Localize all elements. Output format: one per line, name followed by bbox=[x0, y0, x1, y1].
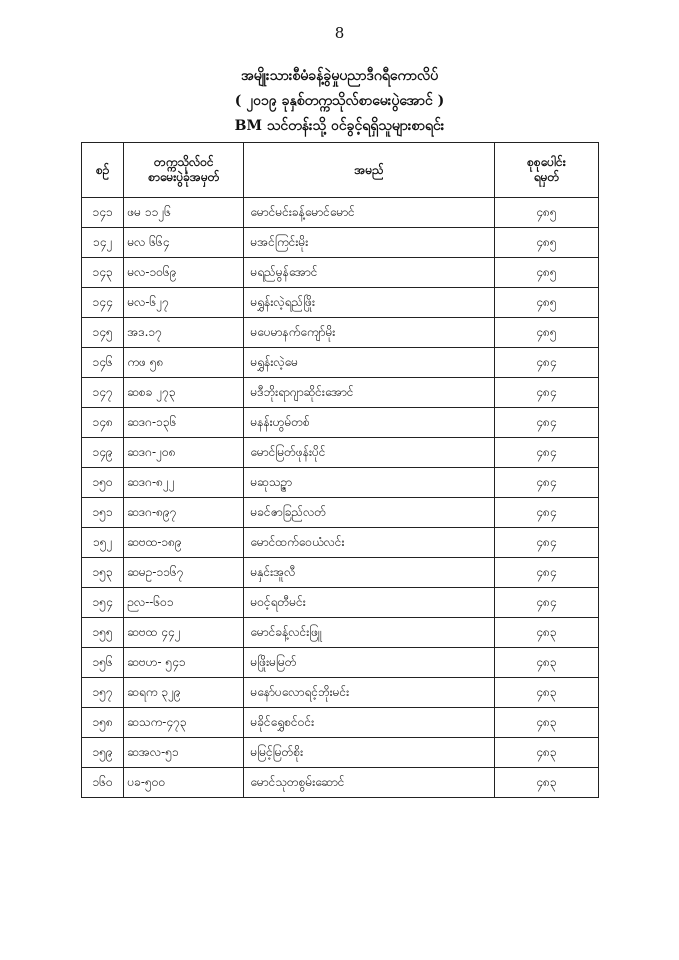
cell-marks: ၄၈၃ bbox=[494, 768, 598, 798]
cell-no: ၁၅၅ bbox=[82, 618, 124, 648]
table-row bbox=[82, 708, 599, 738]
cell-name: မခိုင်ရွှေစင်ဝင်း bbox=[244, 708, 494, 738]
cell-no: ၁၄၃ bbox=[82, 258, 124, 288]
cell-roll: ပခ-၅၀၀ bbox=[124, 768, 244, 798]
table-row bbox=[82, 678, 599, 708]
cell-roll: မလ ၆၆၄ bbox=[124, 228, 244, 258]
cell-marks: ၄၈၄ bbox=[494, 408, 598, 438]
table-header-row bbox=[82, 143, 599, 198]
cell-no: ၁၄၉ bbox=[82, 438, 124, 468]
header-marks-line1: စုစုပေါင်း bbox=[527, 155, 566, 169]
cell-roll: ဆဗထ-၁၈၉ bbox=[124, 528, 244, 558]
header-name: အမည် bbox=[244, 143, 494, 198]
cell-marks: ၄၈၄ bbox=[494, 588, 598, 618]
table-row bbox=[82, 768, 599, 798]
table-row bbox=[82, 378, 599, 408]
cell-roll: ဖမ ၁၁၂၆ bbox=[124, 198, 244, 228]
table-row bbox=[82, 258, 599, 288]
cell-name: မဒီဘိုးရာဂျာဆိုင်းအောင် bbox=[244, 378, 494, 408]
cell-name: မောင်မင်းခန့်မောင်မောင် bbox=[244, 198, 494, 228]
cell-no: ၁၆၀ bbox=[82, 768, 124, 798]
header-roll-line2: စာမေးပွဲခုံအမှတ် bbox=[148, 170, 220, 184]
cell-marks: ၄၈၃ bbox=[494, 648, 598, 678]
cell-marks: ၄၈၄ bbox=[494, 438, 598, 468]
cell-no: ၁၄၈ bbox=[82, 408, 124, 438]
heading-college-name: အမျိုးသားစီမံခန့်ခွဲမှုပညာဒီဂရီကောလိပ် bbox=[240, 68, 439, 84]
cell-name: မမြင့်မြတ်စိုး bbox=[244, 738, 494, 768]
admission-table bbox=[81, 142, 599, 798]
table-row bbox=[82, 528, 599, 558]
table-row bbox=[82, 558, 599, 588]
heading-exam-year: ( ၂၀၁၉ ခုနှစ်တက္ကသိုလ်စာမေးပွဲအောင် ) bbox=[234, 93, 445, 109]
cell-name: မရွှန်းလဲ့ရည်ဖြိုး bbox=[244, 288, 494, 318]
table-row bbox=[82, 648, 599, 678]
heading-list-title: BM သင်တန်းသို့ ဝင်ခွင့်ရရှိသူများစာရင်း bbox=[234, 118, 445, 134]
cell-marks: ၄၈၄ bbox=[494, 498, 598, 528]
cell-name: မောင်ထက်ဝေယံလင်း bbox=[244, 528, 494, 558]
table-row bbox=[82, 438, 599, 468]
cell-roll: မလ-၁၀၆၉ bbox=[124, 258, 244, 288]
cell-name: မရွှန်းလဲ့မေ bbox=[244, 348, 494, 378]
cell-roll: မလ-၆၂၇ bbox=[124, 288, 244, 318]
table-row bbox=[82, 348, 599, 378]
cell-roll: ဆအလ-၅၁ bbox=[124, 738, 244, 768]
header-no: စဉ် bbox=[82, 143, 124, 198]
cell-marks: ၄၈၄ bbox=[494, 558, 598, 588]
cell-roll: ကဖ ၅၈ bbox=[124, 348, 244, 378]
cell-no: ၁၅၄ bbox=[82, 588, 124, 618]
cell-no: ၁၅၆ bbox=[82, 648, 124, 678]
table-row bbox=[82, 468, 599, 498]
cell-no: ၁၄၅ bbox=[82, 318, 124, 348]
cell-name: မောင်ခန့်လင်းဖြူ bbox=[244, 618, 494, 648]
header-roll-number bbox=[124, 143, 244, 198]
cell-name: မရည်မွန်အောင် bbox=[244, 258, 494, 288]
cell-roll: ဆရက ၃၂၉ bbox=[124, 678, 244, 708]
cell-no: ၁၅၃ bbox=[82, 558, 124, 588]
cell-no: ၁၅၇ bbox=[82, 678, 124, 708]
cell-no: ၁၄၁ bbox=[82, 198, 124, 228]
table-row bbox=[82, 618, 599, 648]
cell-no: ၁၅၁ bbox=[82, 498, 124, 528]
cell-marks: ၄၈၄ bbox=[494, 378, 598, 408]
header-marks-line2: ရမှတ် bbox=[533, 170, 560, 184]
cell-roll: ဆဗဟ- ၅၄၁ bbox=[124, 648, 244, 678]
table-row bbox=[82, 288, 599, 318]
table-row bbox=[82, 588, 599, 618]
cell-name: မနှင်းအူလီ bbox=[244, 558, 494, 588]
cell-no: ၁၄၇ bbox=[82, 378, 124, 408]
cell-roll: ဆစခ ၂၇၃ bbox=[124, 378, 244, 408]
cell-name: မဆုသဉ္ဇာ bbox=[244, 468, 494, 498]
table-row bbox=[82, 228, 599, 258]
cell-no: ၁၄၆ bbox=[82, 348, 124, 378]
cell-name: မနော်ပလောရင့်ဘိုးမင်း bbox=[244, 678, 494, 708]
cell-no: ၁၅၈ bbox=[82, 708, 124, 738]
table-row bbox=[82, 498, 599, 528]
cell-marks: ၄၈၅ bbox=[494, 318, 598, 348]
cell-marks: ၄၈၅ bbox=[494, 198, 598, 228]
cell-no: ၁၅၂ bbox=[82, 528, 124, 558]
cell-marks: ၄၈၃ bbox=[494, 738, 598, 768]
cell-no: ၁၄၂ bbox=[82, 228, 124, 258]
table-row bbox=[82, 408, 599, 438]
cell-roll: ဆမဥ-၁၁၆၇ bbox=[124, 558, 244, 588]
cell-name: မဖြိုးမမြတ် bbox=[244, 648, 494, 678]
header-total-marks bbox=[494, 143, 598, 198]
cell-name: မပေမာနက်ကျော်မိုး bbox=[244, 318, 494, 348]
cell-name: မနန်းဟွမ်တစ် bbox=[244, 408, 494, 438]
cell-marks: ၄၈၃ bbox=[494, 708, 598, 738]
cell-marks: ၄၈၄ bbox=[494, 468, 598, 498]
cell-marks: ၄၈၄ bbox=[494, 528, 598, 558]
cell-marks: ၄၈၄ bbox=[494, 348, 598, 378]
cell-roll: ဆဒဂ-၈၂၂ bbox=[124, 468, 244, 498]
cell-roll: ဆဒဂ-၈၉၇ bbox=[124, 498, 244, 528]
cell-no: ၁၅၉ bbox=[82, 738, 124, 768]
header-roll-line1: တက္ကသိုလ်ဝင် bbox=[154, 155, 214, 169]
cell-roll: ဆဗထ ၄၄၂ bbox=[124, 618, 244, 648]
cell-name: မခင်ဇာခြည်လတ် bbox=[244, 498, 494, 528]
cell-marks: ၄၈၅ bbox=[494, 258, 598, 288]
cell-marks: ၄၈၃ bbox=[494, 678, 598, 708]
cell-name: မောင်သုတစွမ်းဆောင် bbox=[244, 768, 494, 798]
table-row bbox=[82, 738, 599, 768]
cell-name: မဝင့်ရတီမင်း bbox=[244, 588, 494, 618]
cell-no: ၁၄၄ bbox=[82, 288, 124, 318]
cell-roll: ဆသက-၄၇၃ bbox=[124, 708, 244, 738]
cell-no: ၁၅၀ bbox=[82, 468, 124, 498]
cell-roll: ဆဒဂ-၁၃၆ bbox=[124, 408, 244, 438]
cell-roll: ဉလ--၆၀၁ bbox=[124, 588, 244, 618]
cell-marks: ၄၈၅ bbox=[494, 228, 598, 258]
page-number: 8 bbox=[334, 24, 345, 42]
cell-name: မအင်ကြင်းမိုး bbox=[244, 228, 494, 258]
cell-marks: ၄၈၅ bbox=[494, 288, 598, 318]
table-row bbox=[82, 318, 599, 348]
cell-marks: ၄၈၃ bbox=[494, 618, 598, 648]
table-row bbox=[82, 198, 599, 228]
cell-roll: အဒ.၁၇ bbox=[124, 318, 244, 348]
cell-roll: ဆဒဂ-၂၀၈ bbox=[124, 438, 244, 468]
cell-name: မောင်မြတ်ဖုန်းပိုင် bbox=[244, 438, 494, 468]
